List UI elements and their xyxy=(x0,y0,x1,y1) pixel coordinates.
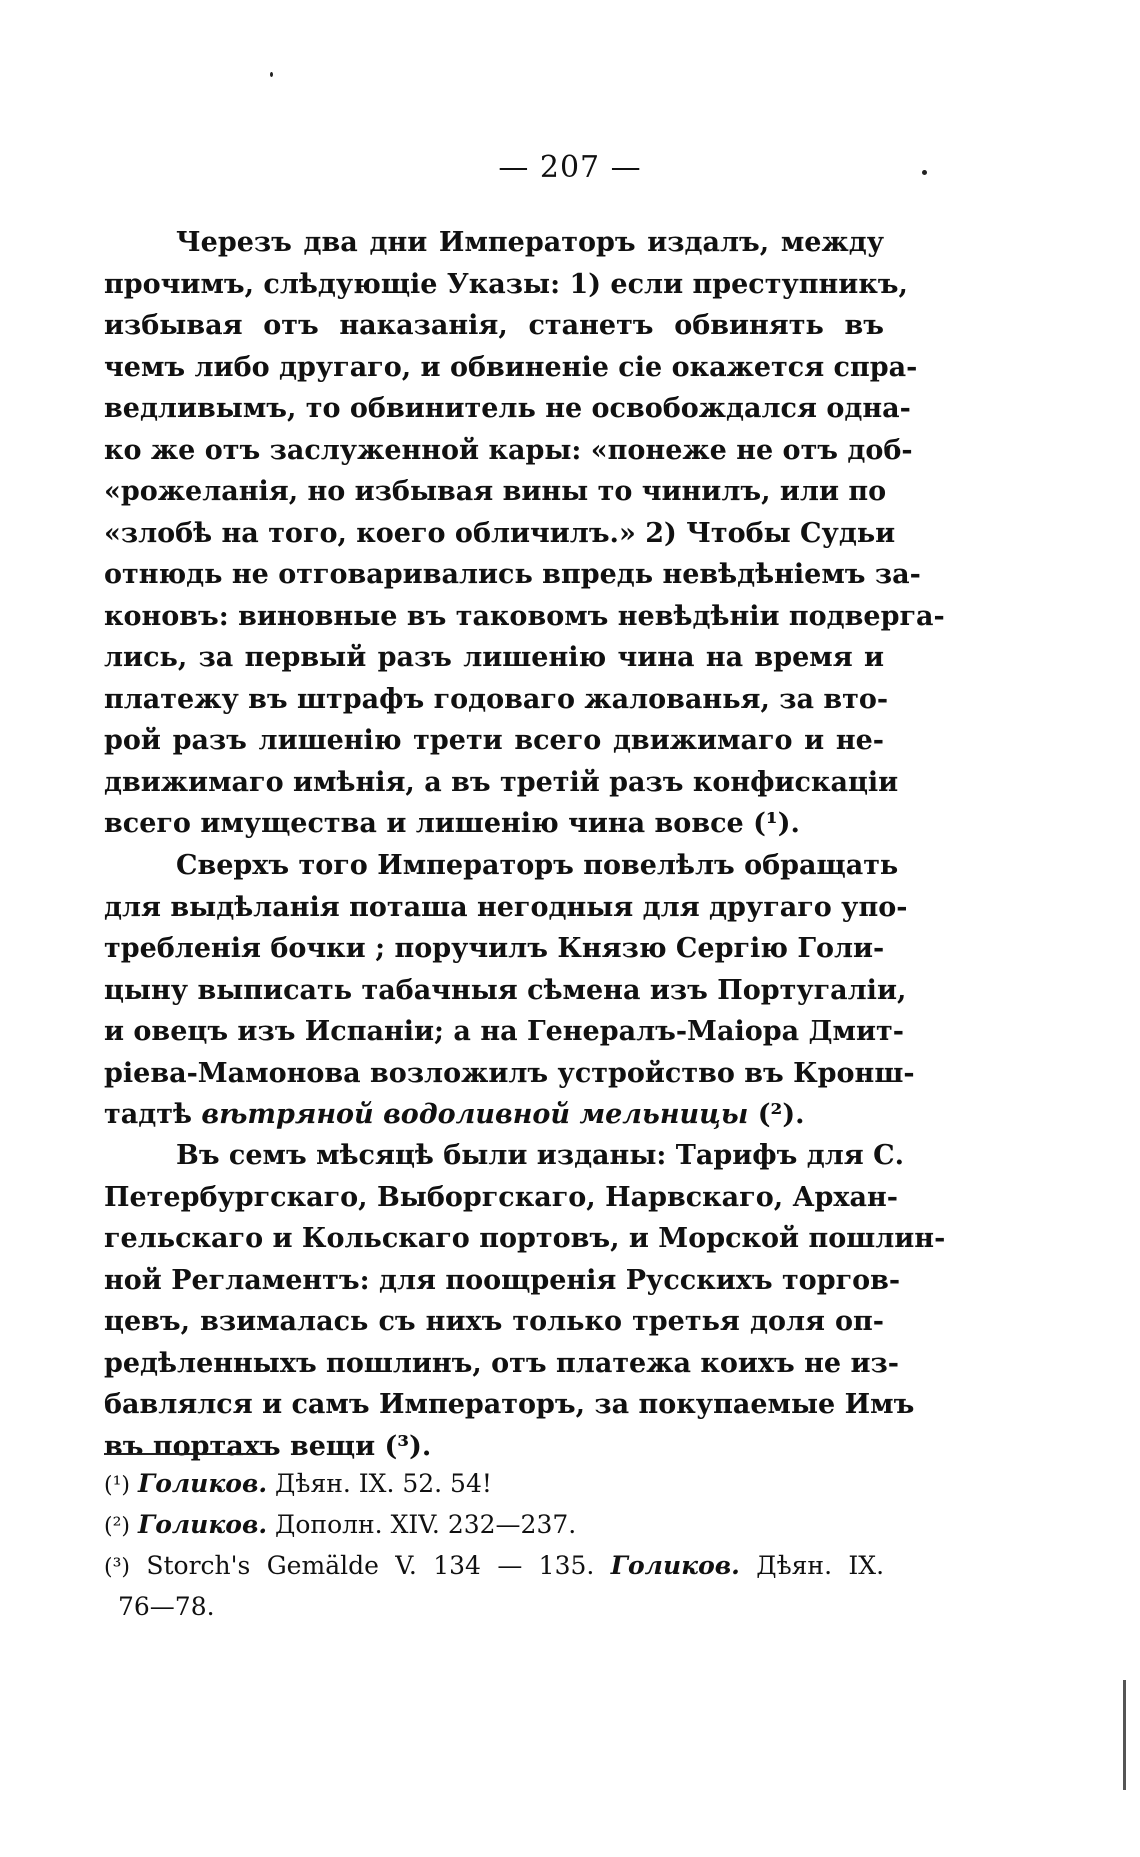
footnote-text: Дѣян. IX. 52. 54! xyxy=(275,1469,492,1498)
text-line: ко же отъ заслуженной кары: «понеже не отъ доб- xyxy=(104,434,913,466)
footnote-reference: (²). xyxy=(757,1099,805,1130)
page-number: — 207 — xyxy=(498,150,642,185)
text-line: Черезъ два дни Императоръ издалъ, между xyxy=(176,227,884,258)
footnotes xyxy=(104,1463,884,1627)
text-line: лись, за первый разъ лишенію чина на время и xyxy=(104,642,884,673)
scan-edge-mark xyxy=(1123,1680,1126,1790)
text-line: цыну выписать табачныя сѣмена изъ Португаліи, xyxy=(104,974,907,1006)
text-line: требленія бочки ; поручилъ Князю Сергію Голи- xyxy=(104,933,885,964)
text-line: Въ семъ мѣсяцѣ были изданы: Тарифъ для С. xyxy=(176,1140,904,1171)
footnote-author: Голиков. xyxy=(610,1551,740,1580)
text-line: избывая отъ наказанія, станетъ обвинять въ xyxy=(104,310,884,341)
footnote-1 xyxy=(104,1463,884,1504)
paragraph-1 xyxy=(104,222,945,845)
text-line: Петербургскаго, Выборгскаго, Нарвскаго, Архан- xyxy=(104,1181,898,1213)
text-line: коновъ: виновные въ таковомъ невѣдѣніи подверга- xyxy=(104,600,945,632)
text-line: редѣленныхъ пошлинъ, отъ платежа коихъ не из- xyxy=(104,1347,899,1379)
footnote-3-continuation: 76—78. xyxy=(118,1592,215,1621)
footnote-text: Дополн. XIV. 232—237. xyxy=(275,1510,577,1539)
text-line: рой разъ лишенію трети всего движимаго и не- xyxy=(104,725,884,756)
footnote-text: Дѣян. IX. xyxy=(756,1551,885,1580)
text-line: Сверхъ того Императоръ повелѣлъ обращать xyxy=(176,850,899,881)
footnote-number: (¹) xyxy=(104,1473,130,1498)
text-line: ной Регламентъ: для поощренія Русскихъ торгов- xyxy=(104,1264,901,1296)
scan-speck xyxy=(270,72,273,77)
text-line: для выдѣланія поташа негодныя для другаго упо- xyxy=(104,891,908,923)
text-fragment: тадтѣ xyxy=(104,1099,192,1130)
text-line: гельскаго и Кольскаго портовъ, и Морской пошлин- xyxy=(104,1223,946,1254)
text-line: «рожеланія, но избывая вины то чинилъ, или по xyxy=(104,476,887,507)
text-line: «злобѣ на того, коего обличилъ.» 2) Чтобы Судьи xyxy=(104,517,896,549)
footnote-author: Голиков. xyxy=(137,1469,268,1498)
text-line: прочимъ, слѣдующіе Указы: 1) если преступникъ, xyxy=(104,268,908,300)
text-line: и овецъ изъ Испаніи; а на Генералъ-Маіора Дмит- xyxy=(104,1016,904,1047)
footnote-author: Голиков. xyxy=(137,1510,268,1539)
text-line: всего имущества и лишенію чина вовсе (¹). xyxy=(104,808,800,839)
text-line: въ портахъ вещи (³). xyxy=(104,1430,432,1462)
paragraph-3 xyxy=(104,1135,946,1467)
text-line: движимаго имѣнія, а въ третій разъ конфискаціи xyxy=(104,766,899,798)
text-line: бавлялся и самъ Императоръ, за покупаемые Имъ xyxy=(104,1389,915,1420)
text-line xyxy=(104,1094,884,1136)
italic-text-fragment: вѣтряной водоливной мельницы xyxy=(201,1099,749,1130)
paragraph-2 xyxy=(104,845,915,1136)
footnote-divider xyxy=(104,1453,269,1455)
footnote-2 xyxy=(104,1504,884,1545)
footnote-text: Storch's Gemälde V. 134 — 135. xyxy=(146,1551,595,1580)
text-line: ведливымъ, то обвинитель не освобождался одна- xyxy=(104,393,911,424)
footnote-3 xyxy=(104,1545,884,1586)
text-line: отнюдь не отговаривались впредь невѣдѣніемъ за- xyxy=(104,559,921,590)
text-line: чемъ либо другаго, и обвиненіе сіе окажется спра- xyxy=(104,351,918,383)
text-line: платежу въ штрафъ годоваго жалованья, за вто- xyxy=(104,683,889,715)
text-line: цевъ, взималась съ нихъ только третья доля оп- xyxy=(104,1306,884,1337)
footnote-number: (²) xyxy=(104,1514,130,1539)
text-line: ріева-Мамонова возложилъ устройство въ Кронш- xyxy=(104,1057,915,1089)
footnote-number: (³) xyxy=(104,1555,130,1580)
